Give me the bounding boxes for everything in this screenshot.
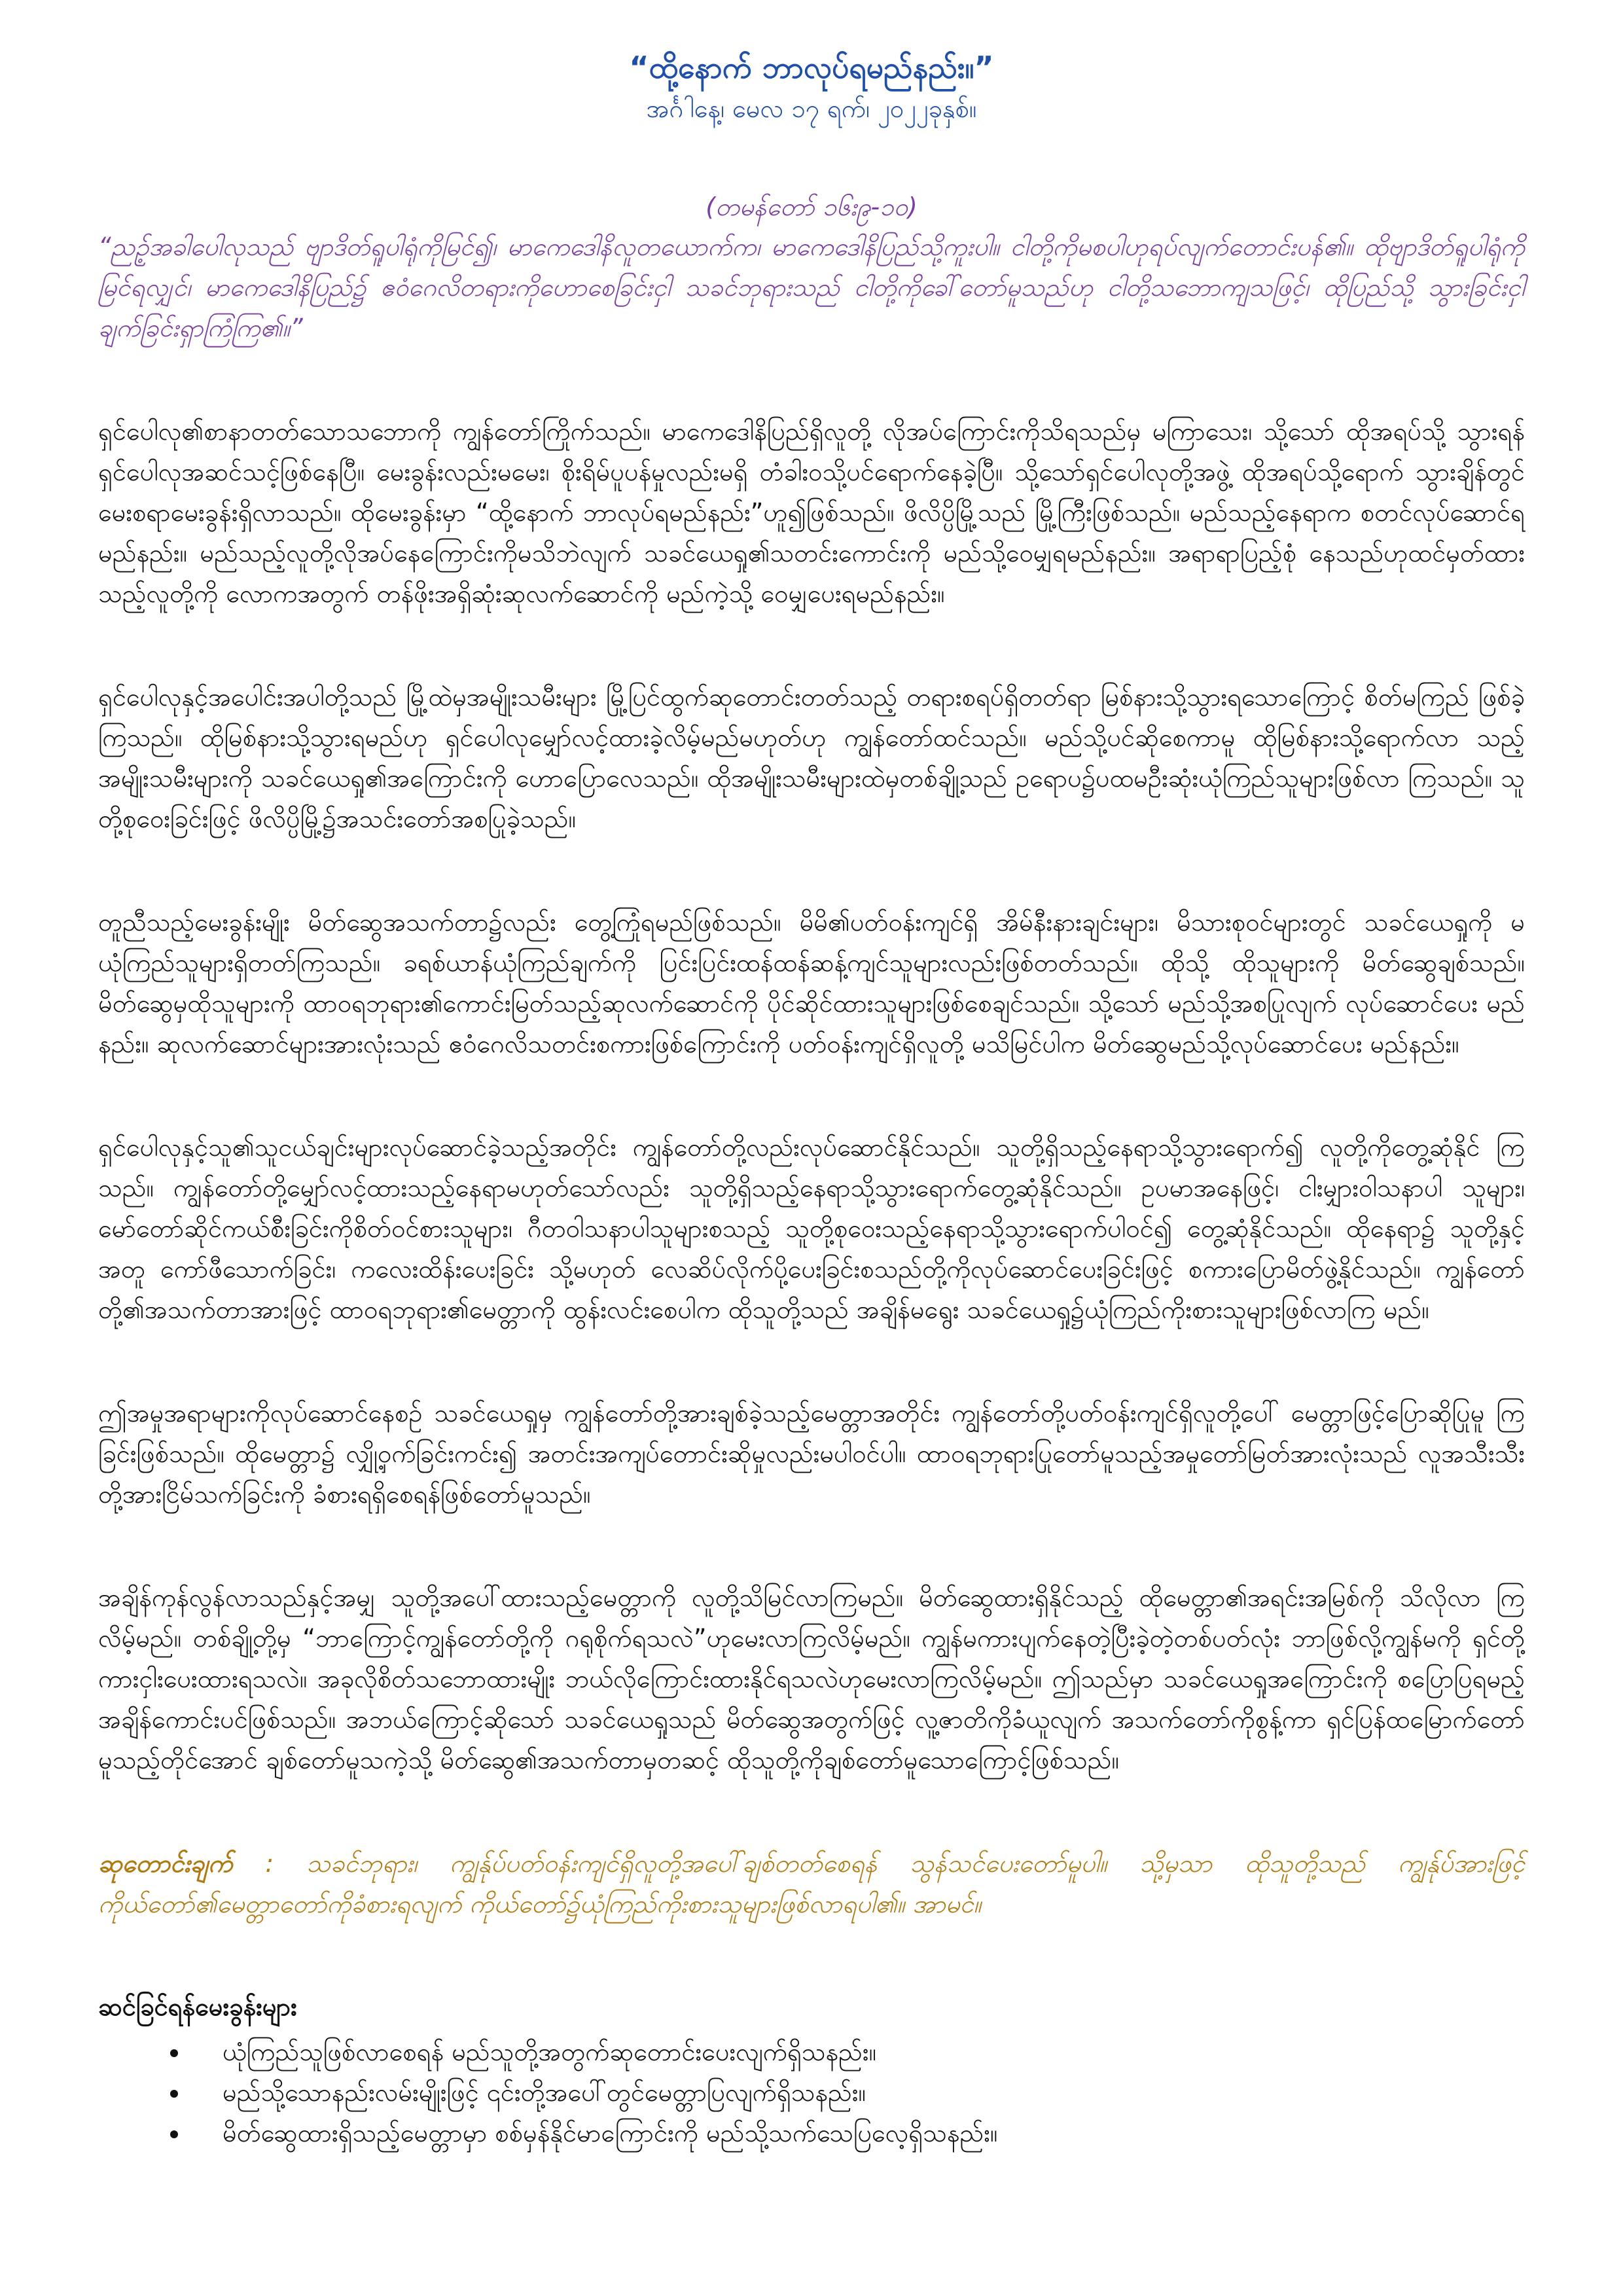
scripture-quote: “ညဉ့်အခါပေါလုသည် ဗျာဒိတ်ရူပါရုံကိုမြင်၍၊ မာကေဒေါနိလူတယောက်က၊ မာကေဒေါနိပြည်သို့ကူးပါ။ ငါတို့ကိုမစပါဟုရပ်လျက်တောင်းပန်၏။ ထိုဗျာဒိတ်ရူပါရုံကို မြင်ရလျှင်၊ မာကေဒေါနိပြည်၌ ဧဝံဂေလိတရားကိုဟောစေခြင်းငှါ သခင်ဘုရားသည် ငါတို့ကိုခေါ်တော်မူသည်ဟု ငါတို့သဘောကျသဖြင့်၊ ထိုပြည်သို့ သွားခြင်းငှါ ချက်ခြင်းရှာကြံကြ၏။”	[98, 232, 1525, 342]
body-paragraph-4: ရှင်ပေါလုနှင့်သူ၏သူငယ်ချင်းများလုပ်ဆောင်ခဲ့သည့်အတိုင်း ကျွန်တော်တို့လည်းလုပ်ဆောင်နိုင်သည်။ သူတို့ရှိသည့်နေရာသို့သွားရောက်၍ လူတို့ကိုတွေ့ဆုံနိုင် ကြသည်။ ကျွန်တော်တို့မျှော်လင့်ထားသည့်နေရာမဟုတ်သော်လည်း သူတို့ရှိသည့်နေရာသို့သွားရောက်တွေ့ဆုံနိုင်သည်။ ဥပမာအနေဖြင့်၊ ငါးမျှားဝါသနာပါ သူများ၊ မော်တော်ဆိုင်ကယ်စီးခြင်းကိုစိတ်ဝင်စားသူများ၊ ဂီတဝါသနာပါသူများစသည့် သူတို့စုဝေးသည့်နေရာသို့သွားရောက်ပါဝင်၍ တွေ့ဆုံနိုင်သည်။ ထိုနေရာ၌ သူတို့နှင့်အတူ ကော်ဖီသောက်ခြင်း၊ ကလေးထိန်းပေးခြင်း သို့မဟုတ် လေဆိပ်လိုက်ပို့ပေးခြင်းစသည်တို့ကိုလုပ်ဆောင်ပေးခြင်းဖြင့် စကားပြောမိတ်ဖွဲ့နိုင်သည်။ ကျွန်တော်တို့၏အသက်တာအားဖြင့် ထာဝရဘုရား၏မေတ္တာကို ထွန်းလင်းစေပါက ထိုသူတို့သည် အချိန်မရွေး သခင်ယေရှု၌ယုံကြည်ကိုးစားသူများဖြစ်လာကြ မည်။	[98, 1133, 1525, 1324]
body-paragraph-5: ဤအမှုအရာများကိုလုပ်ဆောင်နေစဉ် သခင်ယေရှုမှ ကျွန်တော်တို့အားချစ်ခဲ့သည့်မေတ္တာအတိုင်း ကျွန်တော်တို့ပတ်ဝန်းကျင်ရှိလူတို့ပေါ် မေတ္တာဖြင့်ပြောဆိုပြုမူ ကြခြင်းဖြစ်သည်။ ထိုမေတ္တာ၌ လျှို့ဝှက်ခြင်းကင်း၍ အတင်းအကျပ်တောင်းဆိုမှုလည်းမပါဝင်ပါ။ ထာဝရဘုရားပြုတော်မူသည့်အမှုတော်မြတ်အားလုံးသည် လူအသီးသီးတို့အားငြိမ်သက်ခြင်းကို ခံစားရရှိစေရန်ဖြစ်တော်မူသည်။	[98, 1399, 1525, 1509]
page-title: “ထို့နောက် ဘာလုပ်ရမည်နည်း။”	[629, 50, 994, 85]
question-item: • ယုံကြည်သူဖြစ်လာစေရန် မည်သူတို့အတွက်ဆုတောင်းပေးလျက်ရှိသနည်း။	[190, 2032, 1525, 2072]
questions-list	[98, 2032, 1525, 2153]
body-paragraph-1: ရှင်ပေါလု၏စာနာတတ်သောသဘောကို ကျွန်တော်ကြိုက်သည်။ မာကေဒေါနိပြည်ရှိလူတို့ လိုအပ်ကြောင်းကိုသိရသည်မှ မကြာသေး၊ သို့သော် ထိုအရပ်သို့ သွားရန် ရှင်ပေါလုအဆင်သင့်ဖြစ်နေပြီ။ မေးခွန်းလည်းမမေး၊ စိုးရိမ်ပူပန်မှုလည်းမရှိ တံခါးဝသို့ပင်ရောက်နေခဲ့ပြီ။ သို့သော်ရှင်ပေါလုတို့အဖွဲ့ ထိုအရပ်သို့ရောက် သွားချိန်တွင် မေးစရာမေးခွန်းရှိလာသည်။ ထိုမေးခွန်းမှာ “ထို့နောက် ဘာလုပ်ရမည်နည်း”ဟူ၍ဖြစ်သည်။ ဖိလိပ္ပိမြို့သည် မြို့ကြီးဖြစ်သည်။ မည်သည့်နေရာက စတင်လုပ်ဆောင်ရမည်နည်း။ မည်သည့်လူတို့လိုအပ်နေကြောင်းကိုမသိဘဲလျက် သခင်ယေရှု၏သတင်းကောင်းကို မည်သို့ဝေမျှရမည်နည်း။ အရာရာပြည့်စုံ နေသည်ဟုထင်မှတ်ထားသည့်လူတို့ကို လောကအတွက် တန်ဖိုးအရှိဆုံးဆုလက်ဆောင်ကို မည်ကဲ့သို့ ဝေမျှပေးရမည်နည်း။	[98, 417, 1525, 608]
body-paragraph-6: အချိန်ကုန်လွန်လာသည်နှင့်အမျှ သူတို့အပေါ်ထားသည့်မေတ္တာကို လူတို့သိမြင်လာကြမည်။ မိတ်ဆွေထားရှိနိုင်သည့် ထိုမေတ္တာ၏အရင်းအမြစ်ကို သိလိုလာ ကြလိမ့်မည်။ တစ်ချို့တို့မှ “ဘာကြောင့်ကျွန်တော်တို့ကို ဂရုစိုက်ရသလဲ”ဟုမေးလာကြလိမ့်မည်။ ကျွန်မကားပျက်နေတဲ့ပြီးခဲ့တဲ့တစ်ပတ်လုံး ဘာဖြစ်လို့ကျွန်မကို ရှင်တို့ကားငှါးပေးထားရသလဲ။ အခုလိုစိတ်သဘောထားမျိုး ဘယ်လိုကြောင်းထားနိုင်ရသလဲဟုမေးလာကြလိမ့်မည်။ ဤသည်မှာ သခင်ယေရှုအကြောင်းကို စပြောပြရမည့်အချိန်ကောင်းပင်ဖြစ်သည်။ အဘယ်ကြောင့်ဆိုသော် သခင်ယေရှုသည် မိတ်ဆွေအတွက်ဖြင့် လူ့ဇာတိကိုခံယူလျက် အသက်တော်ကိုစွန့်ကာ ရှင်ပြန်ထမြောက်တော်မူသည့်တိုင်အောင် ချစ်တော်မူသကဲ့သို့ မိတ်ဆွေ၏အသက်တာမှတဆင့် ထိုသူတို့ကိုချစ်တော်မူသောကြောင့်ဖြစ်သည်။	[98, 1583, 1525, 1774]
date-line: အင်္ဂါနေ့၊ မေလ ၁၇ ရက်၊ ၂၀၂၂ခုနှစ်။	[646, 94, 977, 123]
body-paragraph-3: တူညီသည့်မေးခွန်းမျိုး မိတ်ဆွေအသက်တာ၌လည်း တွေ့ကြုံရမည်ဖြစ်သည်။ မိမိ၏ပတ်ဝန်းကျင်ရှိ အိမ်နီးနားချင်းများ၊ မိသားစုဝင်များတွင် သခင်ယေရှုကို မယုံကြည်သူများရှိတတ်ကြသည်။ ခရစ်ယာန်ယုံကြည်ချက်ကို ပြင်းပြင်းထန်ထန်ဆန့်ကျင်သူများလည်းဖြစ်တတ်သည်။ ထိုသို့ ထိုသူများကို မိတ်ဆွေချစ်သည်။ မိတ်ဆွေမှထိုသူများကို ထာဝရဘုရား၏ကောင်းမြတ်သည့်ဆုလက်ဆောင်ကို ပိုင်ဆိုင်ထားသူများဖြစ်စေချင်သည်။ သို့သော် မည်သို့အစပြုလျက် လုပ်ဆောင်ပေး မည်နည်း။ ဆုလက်ဆောင်များအားလုံးသည် ဧဝံဂေလိသတင်းစကားဖြစ်ကြောင်းကို ပတ်ဝန်းကျင်ရှိလူတို့ မသိမြင်ပါက မိတ်ဆွေမည်သို့လုပ်ဆောင်ပေး မည်နည်း။	[98, 908, 1525, 1058]
scripture-reference: (တမန်တော် ၁၆း၉-၁၀)	[705, 192, 918, 221]
question-item: • မိတ်ဆွေထားရှိသည့်မေတ္တာမှာ စစ်မှန်နိုင်မာကြောင်းကို မည်သို့သက်သေပြလေ့ရှိသနည်း။	[190, 2113, 1525, 2153]
body-paragraph-2: ရှင်ပေါလုနှင့်အပေါင်းအပါတို့သည် မြို့ထဲမှအမျိုးသမီးများ မြို့ပြင်ထွက်ဆုတောင်းတတ်သည့် တရားစရပ်ရှိတတ်ရာ မြစ်နားသို့သွားရသောကြောင့် စိတ်မကြည် ဖြစ်ခဲ့ကြသည်။ ထိုမြစ်နားသို့သွားရမည်ဟု ရှင်ပေါလုမျှော်လင့်ထားခဲ့လိမ့်မည်မဟုတ်ဟု ကျွန်တော်ထင်သည်။ မည်သို့ပင်ဆိုစေကာမူ ထိုမြစ်နားသို့ရောက်လာ သည့် အမျိုးသမီးများကို သခင်ယေရှု၏အကြောင်းကို ဟောပြောလေသည်။ ထိုအမျိုးသမီးများထဲမှတစ်ချို့သည် ဥရောပ၌ပထမဦးဆုံးယုံကြည်သူများဖြစ်လာ ကြသည်။ သူတို့စုဝေးခြင်းဖြင့် ဖိလိပ္ပိမြို့၌အသင်းတော်အစပြုခဲ့သည်။	[98, 683, 1525, 833]
question-item: • မည်သို့သောနည်းလမ်းမျိုးဖြင့် ၎င်းတို့အပေါ်တွင်မေတ္တာပြလျက်ရှိသနည်း။	[190, 2072, 1525, 2113]
prayer-paragraph	[98, 1843, 1525, 1924]
prayer-label: ဆုတောင်းချက်	[98, 1849, 233, 1878]
prayer-text: : သခင်ဘုရား၊ ကျွန်ုပ်ပတ်ဝန်းကျင်ရှိလူတို့အပေါ်ချစ်တတ်စေရန် သွန်သင်ပေးတော်မူပါ။ သို့မှသာ ထိုသူတို့သည် ကျွန်ုပ်အားဖြင့် ကိုယ်တော်၏မေတ္တာတော်ကိုခံစားရလျက် ကိုယ်တော်၌ယုံကြည်ကိုးစားသူများဖြစ်လာရပါ၏။ အာမင်။	[98, 1849, 1525, 1918]
questions-heading: ဆင်ခြင်ရန်မေးခွန်းများ	[98, 1992, 297, 2021]
